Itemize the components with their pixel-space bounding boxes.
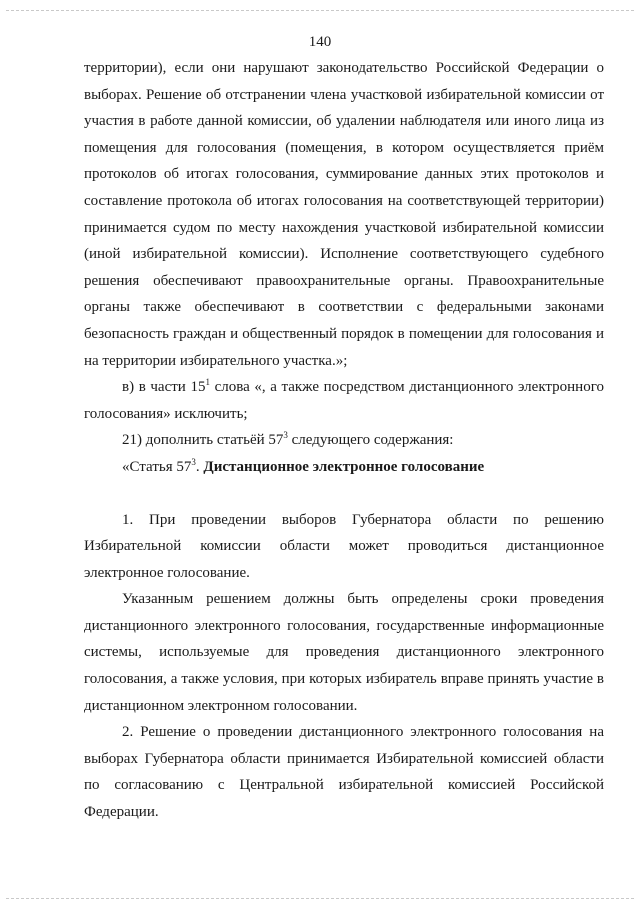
item-v bbox=[84, 374, 604, 427]
item-v-superscript: 1 bbox=[205, 377, 210, 388]
paragraph-continuation: территории), если они нарушают законодательство Российской Федерации о выборах. Решение об отстранении члена участковой избирательной комиссии от участия в работе данной комиссии, об удалении наблюдателя или иного лица из помещения для голосования (помещения, в котором осуществляется приём протоколов об итогах голосования, суммирование данных этих протоколов и составление протокола об итогах голосования на соответствующей территории) принимается судом по месту нахождения участковой избирательной комиссии (иной избирательной комиссии). Исполнение соответствующего судебного решения обеспечивают правоохранительные органы. Правоохранительные органы также обеспечивают в соответствии с федеральными законами безопасность граждан и общественный порядок в помещении для голосования и на территории избирательного участка.»; bbox=[84, 60, 604, 369]
item-21 bbox=[84, 427, 604, 454]
scan-edge-bottom bbox=[6, 898, 634, 899]
item-21-superscript: 3 bbox=[283, 430, 288, 441]
document-body bbox=[84, 55, 604, 826]
page-number: 140 bbox=[308, 34, 332, 50]
article-prefix: «Статья 57 bbox=[122, 458, 192, 475]
item-21-text-before: 21) дополнить статьёй 57 bbox=[122, 432, 284, 449]
article-heading bbox=[84, 454, 604, 481]
article-title: Дистанционное электронное голосование bbox=[203, 458, 485, 475]
item-v-text-before: в) в части 15 bbox=[122, 379, 206, 396]
clause-2: 2. Решение о проведении дистанционного электронного голосования на выборах Губернатора области принимается Избирательной комиссией области по согласованию с Центральной избирательной комиссией Российской Федерации. bbox=[84, 724, 604, 821]
clause-1-paragraph-2: Указанным решением должны быть определены сроки проведения дистанционного электронного голосования, государственные информационные системы, используемые для проведения дистанционного электронного голосования, а также условия, при которых избиратель вправе принять участие в дистанционном электронном голосовании. bbox=[84, 591, 604, 714]
item-v-text-after: слова «, а также посредством дистанционного электронного голосования» исключить; bbox=[84, 379, 604, 422]
item-21-text-after: следующего содержания: bbox=[287, 432, 454, 449]
scan-edge-top bbox=[6, 10, 634, 11]
article-separator: . bbox=[195, 458, 204, 475]
clause-1: 1. При проведении выборов Губернатора области по решению Избирательной комиссии области может проводиться дистанционное электронное голосование. bbox=[84, 511, 604, 581]
article-superscript: 3 bbox=[191, 456, 196, 467]
